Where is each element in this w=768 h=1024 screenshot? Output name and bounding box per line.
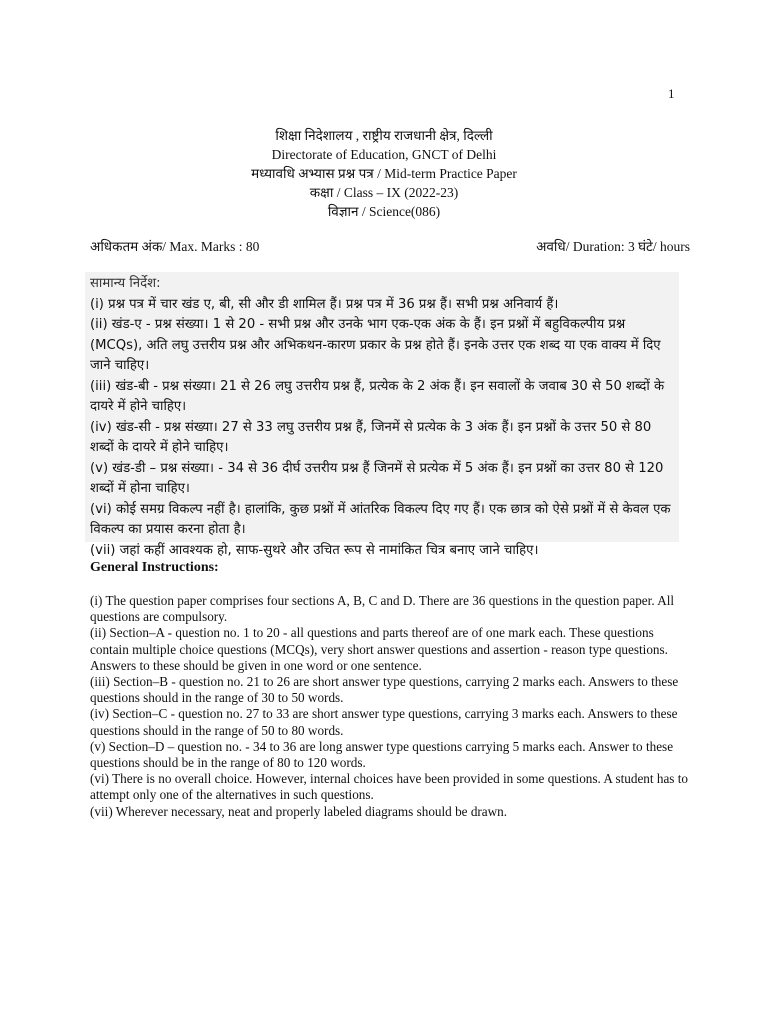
- general-instructions-list: [90, 593, 690, 820]
- hindi-instruction-item: (v) खंड-डी – प्रश्न संख्या। - 34 से 36 दीर्घ उत्तरीय प्रश्न हैं जिनमें से प्रत्येक में 5 अंक हैं। इन प्रश्नों का उत्तर 80 से 120 शब्दों में होना चाहिए।: [90, 460, 664, 496]
- hindi-instruction-item: (vii) जहां कहीं आवश्यक हो, साफ-सुथरे और उचित रूप से नामांकित चित्र बनाए जाने चाहिए।: [90, 542, 539, 558]
- page-number: 1: [668, 86, 675, 101]
- instruction-item: (ii) Section–A - question no. 1 to 20 - all questions and parts thereof are of one mark each. These questions contain multiple choice questions (MCQs), very short answer questions and assertion - reason type questions. Answers to these should be given in one word or one sentence.: [90, 625, 668, 673]
- instruction-item: (iii) Section–B - question no. 21 to 26 are short answer type questions, carrying 2 marks each. Answers to these questions should in the range of 30 to 50 words.: [90, 674, 679, 706]
- document-header: [0, 126, 768, 221]
- instruction-item: (v) Section–D – question no. - 34 to 36 are long answer type questions carrying 5 marks each. Answer to these questions should be in the range of 80 to 120 words.: [90, 738, 674, 771]
- hindi-instructions-heading: सामान्य निर्देश:: [90, 276, 161, 291]
- duration: अवधि/ Duration: 3 घंटे/ hours: [536, 239, 690, 254]
- header-directorate-english: Directorate of Education, GNCT of Delhi: [271, 147, 497, 162]
- hindi-instruction-item: (vi) कोई समग्र विकल्प नहीं है। हालांकि, कुछ प्रश्नों में आंतरिक विकल्प दिए गए हैं। एक छात्र को ऐसे प्रश्नों में से केवल एक विकल्प का प्रयास करना होता है।: [90, 501, 671, 537]
- general-instructions-title: General Instructions:: [90, 560, 219, 575]
- instruction-item: (vii) Wherever necessary, neat and properly labeled diagrams should be drawn.: [90, 803, 508, 819]
- hindi-instruction-item: (ii) खंड-ए - प्रश्न संख्या। 1 से 20 - सभी प्रश्न और उनके भाग एक-एक अंक के हैं। इन प्रश्नों में बहुविकल्पीय प्रश्न (MCQs), अति लघु उत्तरीय प्रश्न और अभिकथन-कारण प्रकार के प्रश्न होते हैं। इनके उत्तर एक शब्द या एक वाक्य में दिए जाने चाहिए।: [90, 317, 661, 373]
- hindi-instructions: [85, 272, 679, 558]
- instruction-item: (i) The question paper comprises four sections A, B, C and D. There are 36 questions in the question paper. All questions are compulsory.: [90, 593, 675, 625]
- header-paper-type: मध्यावधि अभ्यास प्रश्न पत्र / Mid-term Practice Paper: [251, 166, 517, 181]
- max-marks: अधिकतम अंक/ Max. Marks : 80: [90, 239, 260, 254]
- header-subject: विज्ञान / Science(086): [327, 204, 441, 219]
- hindi-instruction-item: (iv) खंड-सी - प्रश्न संख्या। 27 से 33 लघु उत्तरीय प्रश्न हैं, जिनमें से प्रत्येक के 3 अंक हैं। इन प्रश्नों के उत्तर 50 से 80 शब्दों के दायरे में होने चाहिए।: [90, 419, 652, 455]
- hindi-instruction-item: (i) प्रश्न पत्र में चार खंड ए, बी, सी और डी शामिल हैं। प्रश्न पत्र में 36 प्रश्न हैं। सभी प्रश्न अनिवार्य हैं।: [90, 296, 559, 312]
- header-class: कक्षा / Class – IX (2022-23): [309, 185, 459, 200]
- hindi-instruction-item: (iii) खंड-बी - प्रश्न संख्या। 21 से 26 लघु उत्तरीय प्रश्न हैं, प्रत्येक के 2 अंक हैं। इन सवालों के जवाब 30 से 50 शब्दों के दायरे में होने चाहिए।: [90, 378, 665, 414]
- marks-duration-row: [90, 237, 690, 255]
- header-directorate-hindi: शिक्षा निदेशालय , राष्ट्रीय राजधानी क्षेत्र, दिल्ली: [275, 128, 493, 143]
- instruction-item: (iv) Section–C - question no. 27 to 33 are short answer type questions, carrying 3 marks each. Answers to these questions should in the range of 50 to 80 words.: [90, 706, 678, 738]
- instruction-item: (vi) There is no overall choice. However, internal choices have been provided in some questions. A student has to attempt only one of the alternatives in such questions.: [90, 771, 688, 803]
